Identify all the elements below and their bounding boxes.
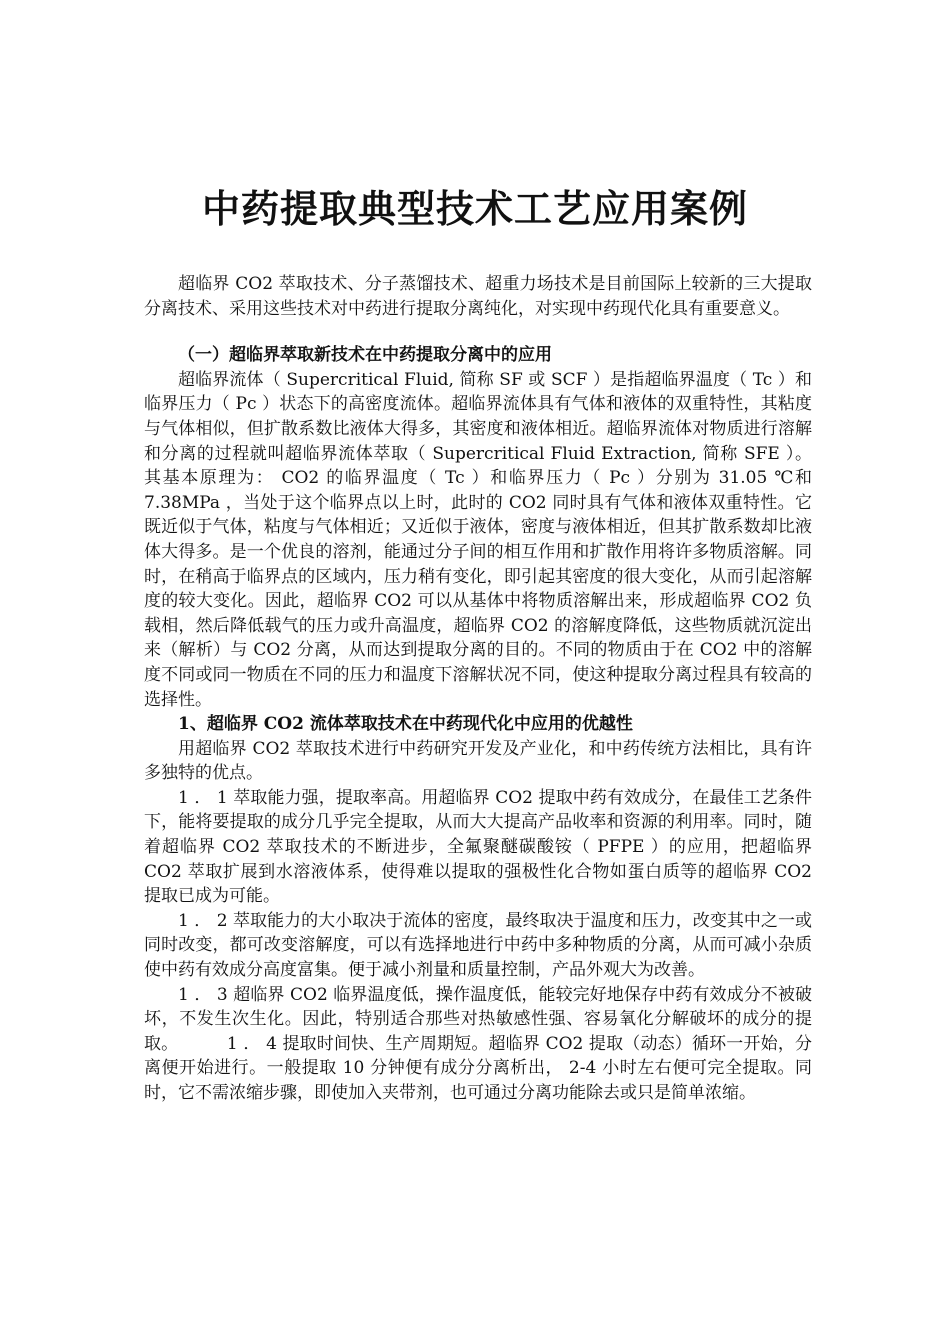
document-body: [144, 272, 812, 1106]
document-title: 中药提取典型技术工艺应用案例: [201, 186, 748, 231]
section-heading: （一）超临界萃取新技术在中药提取分离中的应用: [178, 345, 552, 366]
advantage-item-1-3-1-4: 1 ． 3 超临界 CO2 临界温度低，操作温度低，能较完好地保存中药有效成分不被破坏，不发生次生化。因此，特别适合那些对热敏感性强、容易氧化分解破坏的成分的提取。 1 ． 4 提取时间快、生产周期短。超临界 CO2 提取（动态）循环一开始，分离便开始进行。一般提取 10 分钟便有成分分离析出， 2-4 小时左右便可完全提取。同时，它不需浓缩步骤，即使加入夹带剂，也可通过分离功能除去或只是简单浓缩。: [144, 984, 812, 1103]
subsection-heading: 1、超临界 CO2 流体萃取技术在中药现代化中应用的优越性: [178, 714, 633, 735]
advantage-item-1-2: 1 ． 2 萃取能力的大小取决于流体的密度，最终取决于温度和压力，改变其中之一或同时改变，都可改变溶解度，可以有选择地进行中药中多种物质的分离，从而可减小杂质使中药有效成分高度富集。便于减小剂量和质量控制，产品外观大为改善。: [144, 910, 812, 981]
supercritical-definition-paragraph: 超临界流体（ Supercritical Fluid, 简称 SF 或 SCF ）是指超临界温度（ Tc ）和临界压力（ Pc ）状态下的高密度流体。超临界流体具有气体和液体的双重特性，其粘度与气体相似，但扩散系数比液体大得多，其密度和液体相近。超临界流体对物质进行溶解和分离的过程就叫超临界流体萃取（ Supercritical Fluid Extraction, 简称 SFE ）。其基本原理为： CO2 的临界温度（ Tc ）和临界压力（ Pc ）分别为 31.05 ℃和 7.38MPa ，当处于这个临界点以上时，此时的 CO2 同时具有气体和液体双重特性。它既近似于气体，粘度与气体相近；又近似于液体，密度与液体相近，但其扩散系数却比液体大得多。是一个优良的溶剂，能通过分子间的相互作用和扩散作用将许多物质溶解。同时，在稍高于临界点的区域内，压力稍有变化，即引起其密度的很大变化，从而引起溶解度的较大变化。因此，超临界 CO2 可以从基体中将物质溶解出来，形成超临界 CO2 负载相，然后降低载气的压力或升高温度，超临界 CO2 的溶解度降低，这些物质就沉淀出来（解析）与 CO2 分离，从而达到提取分离的目的。不同的物质由于在 CO2 中的溶解度不同或同一物质在不同的压力和温度下溶解状况不同，使这种提取分离过程具有较高的选择性。: [144, 369, 813, 710]
intro-paragraph: 超临界 CO2 萃取技术、分子蒸馏技术、超重力场技术是目前国际上较新的三大提取分离技术、采用这些技术对中药进行提取分离纯化，对实现中药现代化具有重要意义。: [144, 274, 812, 319]
advantages-intro-paragraph: 用超临界 CO2 萃取技术进行中药研究开发及产业化，和中药传统方法相比，具有许多独特的优点。: [144, 738, 812, 784]
advantage-item-1-1: 1 ． 1 萃取能力强，提取率高。用超临界 CO2 提取中药有效成分，在最佳工艺条件下，能将要提取的成分几乎完全提取，从而大大提高产品收率和资源的利用率。同时，随着超临界 CO2 萃取技术的不断进步，全氟聚醚碳酸铵（ PFPE ）的应用，把超临界 CO2 萃取扩展到水溶液体系，使得难以提取的强极性化合物如蛋白质等的超临界 CO2 提取已成为可能。: [144, 787, 812, 907]
